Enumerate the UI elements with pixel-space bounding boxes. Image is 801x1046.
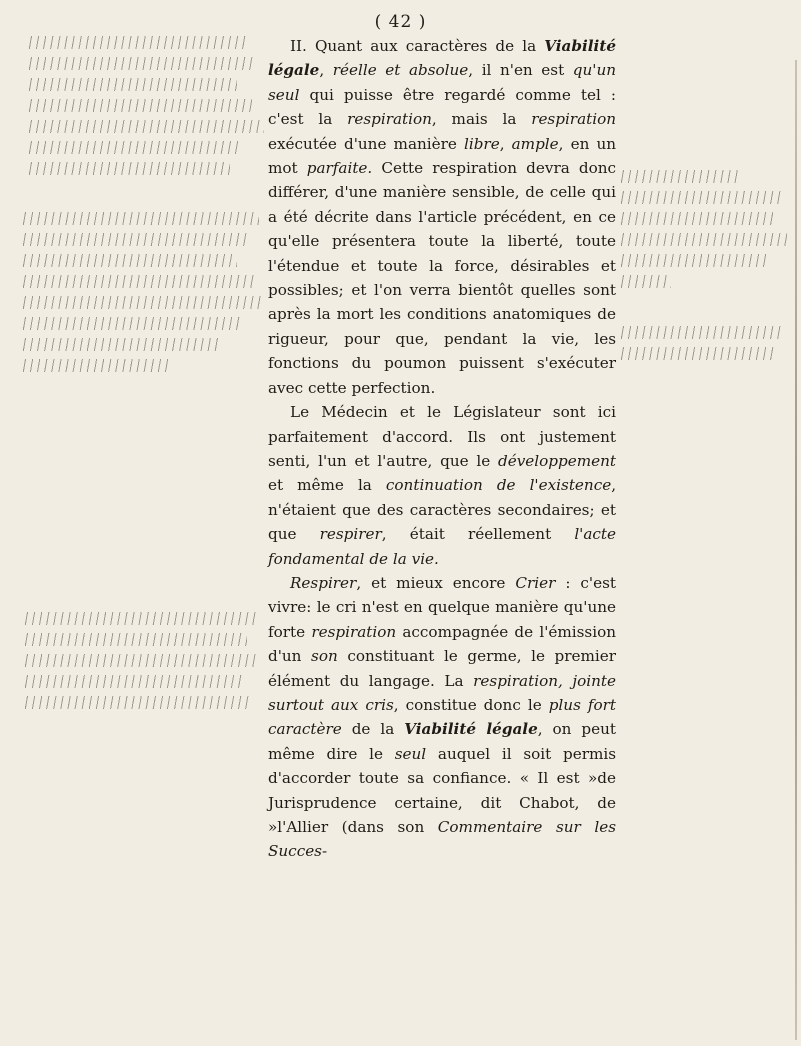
text-run: Quant aux caractères de la	[314, 37, 537, 55]
paragraph-respirer	[268, 571, 616, 864]
emphasis: respiration	[531, 110, 617, 129]
emphasis: réelle et absolue	[332, 61, 469, 80]
emphasis: Commentaire sur les Succes-	[268, 818, 616, 861]
text-run: auquel il soit permis d'accorder toute sa confiance. « Il est »de Jurisprudence certaine, dit Chabot, de »l'Allier (dans son	[268, 744, 617, 836]
emphasis: ample	[511, 134, 559, 153]
page-number: ( 42 )	[374, 12, 427, 32]
left-margin-annotation-middle	[22, 212, 266, 392]
text-run: , était réellement	[381, 525, 552, 544]
text-run: , il n'en est	[468, 61, 565, 80]
emphasis: libre	[464, 134, 500, 153]
emphasis: son	[311, 647, 338, 666]
emphasis: seul	[394, 744, 427, 763]
emphasis: respiration	[311, 622, 397, 641]
page-edge	[795, 60, 797, 1040]
body-text	[268, 34, 616, 864]
emphasis: continuation de l'existence	[385, 476, 612, 495]
emphasis: qu'un seul	[268, 61, 617, 104]
emphasis: Crier	[515, 573, 556, 592]
emphasis: plus fort caractère	[268, 695, 616, 739]
text-run: et même la	[268, 476, 372, 495]
emphasis: parfaite.	[306, 159, 373, 178]
right-margin-annotation	[620, 170, 790, 390]
left-margin-annotation-top	[28, 36, 266, 206]
emphasis: l'acte fondamental de la vie.	[268, 525, 617, 568]
emphasis: Viabilité légale	[268, 37, 616, 80]
text-run: , n'étaient que des caractères secondaires; et que	[268, 476, 617, 544]
text-run: , mais la	[431, 110, 517, 129]
text-run: , en un mot	[268, 134, 617, 178]
text-run: , et mieux encore	[356, 573, 506, 592]
emphasis: respirer	[319, 525, 382, 544]
emphasis: Respirer	[290, 573, 357, 592]
text-run: accompagnée de l'émission d'un	[268, 622, 616, 666]
text-run: ,	[319, 61, 325, 80]
text-run: exécutée d'une manière	[268, 134, 457, 153]
left-margin-annotation-lower	[24, 612, 266, 712]
paragraph-viabilite	[268, 34, 616, 400]
text-run: , constitue donc le	[393, 695, 542, 714]
text-run: Cette respiration devra donc différer, d'une manière sensible, de celle qui a été décrite dans l'article précédent, en ce qu'elle présentera toute la liberté, toute l'étendue et toute la force, désirables et possibles; et l'on verra bientôt quelles sont après la mort les conditions anatomiques de rigueur, pour que, pendant la vie, les fonctions du poumon puissent s'exécuter avec cette perfection.	[268, 159, 616, 397]
emphasis: Viabilité légale	[404, 720, 538, 739]
text-run: ,	[499, 134, 505, 153]
text-run: , on peut même dire le	[268, 720, 617, 763]
emphasis: développement	[498, 451, 617, 470]
emphasis: respiration, jointe surtout aux cris	[268, 671, 617, 714]
text-run: qui puisse être regardé comme tel : c'est la	[268, 85, 616, 129]
emphasis: respiration	[347, 110, 432, 129]
section-number: II.	[290, 37, 307, 55]
paragraph-medecin-legislateur	[268, 400, 616, 571]
text-run: Le Médecin et le Législateur sont ici parfaitement d'accord. Ils ont justement senti, l'un et l'autre, que le	[268, 403, 616, 470]
text-run: constituant le germe, le premier élément du langage. La	[268, 647, 617, 690]
text-run: de la	[351, 720, 395, 739]
text-run: : c'est vivre: le cri n'est en quelque manière qu'une forte	[268, 573, 616, 641]
